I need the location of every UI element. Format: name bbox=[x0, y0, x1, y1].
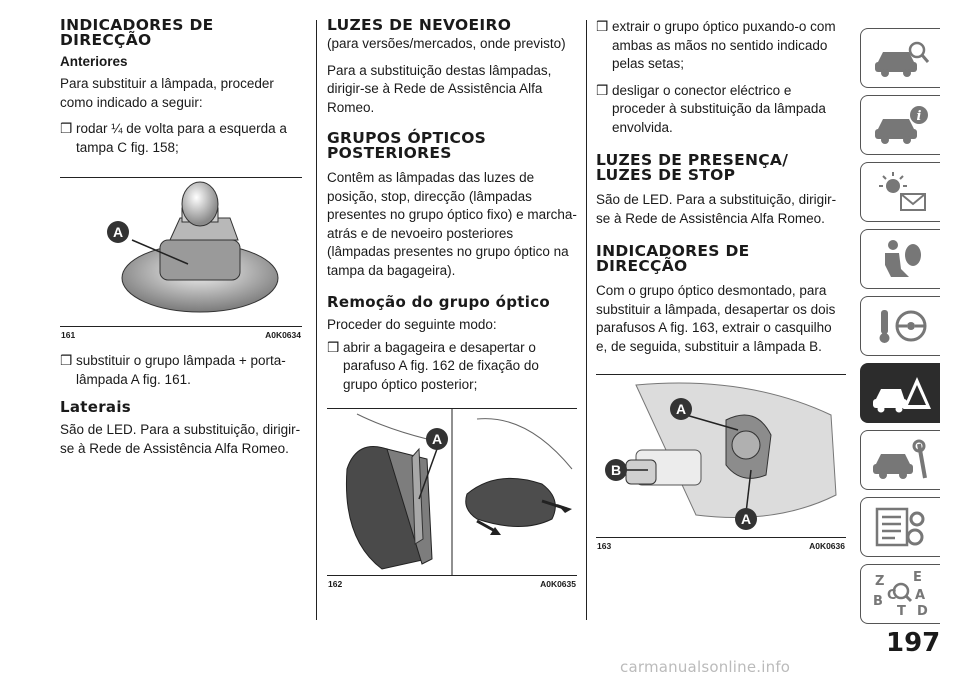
tab-index[interactable] bbox=[860, 564, 940, 624]
figure-161 bbox=[60, 177, 302, 340]
subheading-side: Laterais bbox=[60, 398, 132, 416]
checkbox-bullet-icon: ❒ bbox=[60, 353, 73, 368]
bulb-holder-illustration bbox=[60, 178, 302, 326]
dashboard-light-icon bbox=[871, 170, 931, 214]
paragraph: Com o grupo óptico desmontado, para substituir a lâmpada, desapertar os dois parafusos A fig. 163, extrair o casquilho e, de seguida, substituir a lâmpada B. bbox=[596, 283, 836, 354]
bullet-item: ❒ rodar ¼ de volta para a esquerda a tampa C fig. 158; bbox=[60, 121, 287, 155]
svg-text:D: D bbox=[916, 604, 928, 619]
section-heading-turn-indicators: INDICADORES DE DIRECÇÃO bbox=[596, 242, 750, 275]
svg-text:A: A bbox=[914, 588, 925, 603]
page-number: 197 bbox=[886, 628, 941, 658]
settings-list-icon bbox=[871, 505, 931, 549]
column-1 bbox=[60, 18, 302, 466]
figure-caption bbox=[596, 537, 846, 551]
tab-emergency[interactable] bbox=[860, 363, 940, 423]
turn-indicator-bulb-illustration bbox=[596, 375, 846, 537]
section-heading-turn-indicators: INDICADORES DE DIRECÇÃO bbox=[60, 16, 214, 49]
figure-label-a: A bbox=[112, 224, 124, 240]
paragraph: Para a substituição destas lâmpadas, dirigir-se à Rede de Assistência Alfa Romeo. bbox=[327, 62, 552, 115]
svg-text:i: i bbox=[916, 109, 921, 124]
tab-technical-data[interactable] bbox=[860, 497, 940, 557]
checkbox-bullet-icon: ❒ bbox=[327, 339, 340, 355]
bullet-item: ❒ abrir a bagageira e desapertar o parafuso A fig. 162 de fixação do grupo óptico posterior; bbox=[327, 339, 539, 392]
paragraph: Proceder do seguinte modo: bbox=[327, 317, 497, 332]
alphabet-index-icon bbox=[871, 569, 931, 619]
figure-number: 161 bbox=[61, 330, 76, 340]
figure-label-a: A bbox=[431, 431, 443, 447]
figure-caption bbox=[60, 326, 302, 340]
figure-label-b: B bbox=[610, 462, 622, 478]
tab-starting-driving[interactable] bbox=[860, 296, 940, 356]
section-heading-position-stop-lights: LUZES DE PRESENÇA/ LUZES DE STOP bbox=[596, 151, 789, 184]
column-divider bbox=[316, 20, 317, 620]
watermark: carmanualsonline.info bbox=[620, 658, 791, 676]
section-heading-rear-lights: GRUPOS ÓPTICOS POSTERIORES bbox=[327, 129, 487, 162]
car-warning-icon bbox=[871, 371, 931, 415]
subheading-front: Anteriores bbox=[60, 54, 128, 69]
figure-label-a: A bbox=[675, 401, 687, 417]
tab-car-search[interactable] bbox=[860, 28, 940, 88]
tab-dashboard-lights[interactable] bbox=[860, 162, 940, 222]
checkbox-bullet-icon: ❒ bbox=[596, 19, 609, 34]
figure-162 bbox=[327, 408, 577, 589]
tab-safety[interactable] bbox=[860, 229, 940, 289]
bullet-item: ❒ substituir o grupo lâmpada + porta-lâmpada A fig. 161. bbox=[60, 353, 286, 387]
figure-code: A0K0634 bbox=[265, 330, 301, 340]
svg-text:C: C bbox=[886, 588, 897, 603]
figure-code: A0K0636 bbox=[809, 541, 845, 551]
figure-label-a: A bbox=[740, 511, 752, 527]
figure-number: 162 bbox=[328, 579, 343, 589]
bullet-item: ❒ extrair o grupo óptico puxando-o com ambas as mãos no sentido indicado pelas setas; bbox=[596, 19, 836, 71]
key-steering-icon bbox=[871, 304, 931, 348]
figure-code: A0K0635 bbox=[540, 579, 576, 589]
rear-light-removal-illustration bbox=[327, 409, 577, 575]
airbag-seat-icon bbox=[871, 237, 931, 281]
svg-text:E: E bbox=[912, 570, 922, 585]
column-2 bbox=[327, 18, 577, 601]
checkbox-bullet-icon: ❒ bbox=[596, 82, 609, 98]
tab-maintenance[interactable] bbox=[860, 430, 940, 490]
car-info-icon bbox=[871, 103, 931, 147]
bullet-item: ❒ desligar o conector eléctrico e proceder à substituição da lâmpada envolvida. bbox=[596, 82, 826, 135]
subheading-removal: Remoção do grupo óptico bbox=[327, 293, 550, 311]
column-divider bbox=[586, 20, 587, 620]
note: (para versões/mercados, onde previsto) bbox=[327, 36, 566, 51]
paragraph: Para substituir a lâmpada, proceder como indicado a seguir: bbox=[60, 76, 274, 110]
svg-text:B: B bbox=[872, 594, 883, 609]
chapter-sidebar bbox=[860, 28, 940, 631]
car-search-icon bbox=[871, 36, 931, 80]
car-wrench-icon bbox=[871, 438, 931, 482]
section-heading-fog-lights: LUZES DE NEVOEIRO bbox=[327, 16, 512, 34]
checkbox-bullet-icon: ❒ bbox=[60, 121, 73, 136]
figure-163 bbox=[596, 374, 846, 551]
column-3 bbox=[596, 18, 846, 563]
paragraph: São de LED. Para a substituição, dirigir-se à Rede de Assistência Alfa Romeo. bbox=[60, 422, 301, 456]
paragraph: São de LED. Para a substituição, dirigir-se à Rede de Assistência Alfa Romeo. bbox=[596, 192, 837, 226]
svg-text:T: T bbox=[896, 604, 906, 619]
figure-caption bbox=[327, 575, 577, 589]
svg-text:Z: Z bbox=[874, 574, 884, 589]
tab-car-info[interactable] bbox=[860, 95, 940, 155]
figure-number: 163 bbox=[597, 541, 612, 551]
paragraph: Contêm as lâmpadas das luzes de posição, stop, direcção (lâmpadas presentes no grupo óptico fixo) e marcha-atrás e de nevoeiro posteriores (lâmpadas presentes no grupo óptico na tampa da bagageira). bbox=[327, 170, 577, 278]
